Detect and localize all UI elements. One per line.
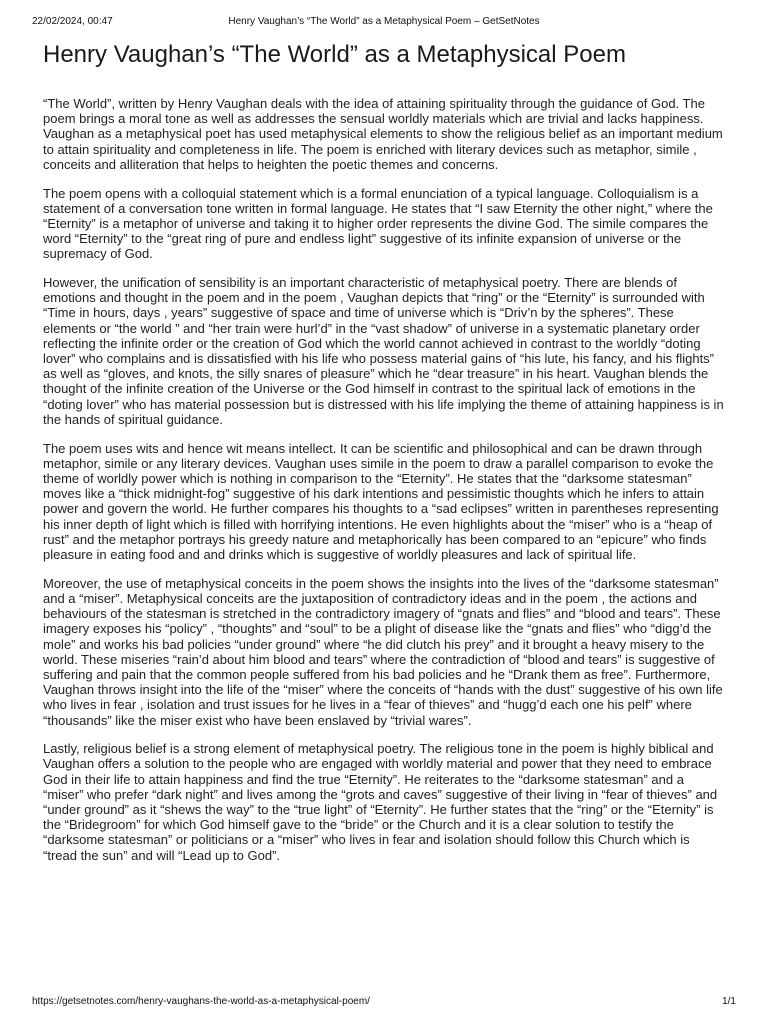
article-paragraph: The poem opens with a colloquial statement which is a formal enunciation of a typical language. Colloquialism is a statement of a conversation tone written in formal language. He states that “I saw Eternity the other night,” where the “Eternity” is a metaphor of universe and taking it to higher order represents the divine God. The simile compares the word “Eternity” to the “great ring of pure and endless light” suggestive of its infinite expansion of universe or the supremacy of God. — [43, 185, 713, 262]
article-body — [43, 96, 727, 876]
article-paragraph: “The World”, written by Henry Vaughan deals with the idea of attaining spirituality through the guidance of God. The poem brings a moral tone as well as addresses the sensual worldly materials which are trivial and lacks happiness. Vaughan as a metaphysical poet has used metaphysical elements to show the religious belief as an important medium to attain spirituality and completeness in life. The poem is enriched with literary devices such as metaphor, simile , conceits and alliteration that helps to heighten the poetic themes and concerns. — [43, 96, 723, 172]
article-paragraph: Lastly, religious belief is a strong element of metaphysical poetry. The religious tone in the poem is highly biblical and Vaughan offers a solution to the people who are engaged with worldly material and power that they need to embrace God in their life to attain happiness and find the true “Eternity”. He reiterates to the “darksome statesman” and a “miser” who prefer “dark night” and lives among the “grots and caves” suggestive of their living in “fear of thieves” and “under ground” as it “shews the way” to the “true light” of “Eternity”. He further states that the “ring” or the “Eternity” is the “Bridegroom” for which God himself gave to the “bride” or the Church and it is a clear solution to testify the “darksome statesman” or politicians or a “miser” who lives in fear and isolation should follow this Church which is “tread the sun” and will “Lead up to God”. — [43, 741, 718, 863]
article-paragraph: However, the unification of sensibility is an important characteristic of metaphysical poetry. There are blends of emotions and thought in the poem and in the poem , Vaughan depicts that “ring” or the “Eternity” is surrounded with “Time in hours, days , years” suggestive of space and time of universe which is “Driv’n by the spheres”. These elements or “the world ” and “her train were hurl’d” in the “vast shadow” of universe in a systematic planetary order reflecting the infinite order or the creation of God which the world cannot achieved in contrast to the worldly “doting lover” who complains and is dissatisfied with his life who possess material gains of “his lute, his fancy, and his flights” as well as “gloves, and knots, the silly snares of pleasure” which he “dear treasure” in his heart. Vaughan blends the thought of the infinite creation of the Universe or the God himself in contrast to the spiritual lack of emotions in the “doting lover” who has material possession but is distressed with his life implying the theme of attaining happiness is in the hands of spiritual guidance. — [43, 275, 724, 427]
print-document-title: Henry Vaughan’s “The World” as a Metaphysical Poem – GetSetNotes — [228, 16, 540, 27]
article-paragraph: Moreover, the use of metaphysical conceits in the poem shows the insights into the lives of the “darksome statesman” and a “miser”. Metaphysical conceits are the juxtaposition of contradictory ideas and in the poem , the actions and behaviours of the statesman is stretched in the contradictory imagery of “gnats and flies” and “blood and tears”. These imagery exposes his “policy” , “thoughts” and “soul” to be a plight of disease like the “gnats and flies” who “digg’d the mole” and works his bad policies “under ground” where “he did clutch his prey” and it brought a heavy misery to the world. These miseries “rain’d about him blood and tears” where the contradiction of “blood and tears” is suggestive of suffering and pain that the common people suffered from his bad policies and he “Drank them as free”. Furthermore, Vaughan throws insight into the life of the “miser” where the conceits of “hands with the dust” suggestive of his own life who lives in fear , isolation and trust issues for he lives in a “fear of thieves” and “hugg’d each one his pelf” where “thousands” like the miser exist who have been enslaved by “trivial wares”. — [43, 575, 723, 728]
article-paragraph: The poem uses wits and hence wit means intellect. It can be scientific and philosophical and can be drawn through metaphor, simile or any literary devices. Vaughan uses simile in the poem to draw a parallel comparison to evoke the theme of worldly power which is nothing in comparison to the “Eternity”. He states that the “darksome statesman” moves like a “thick midnight-fog” suggestive of his dark intentions and pessimistic thoughts which he infers to attain power and govern the world. He further compares his thoughts to a “sad eclipses” written in parentheses representing his inner depth of light which is filled with horrifying intentions. He even highlights about the “miser” who is a “heap of rust” and the metaphor portrays his greedy nature and metaphorically has been compared to an “epicure” who finds pleasure in eating food and and drinks which is suggestive of worldly pleasures and lack of spiritual life. — [43, 440, 719, 562]
article-title: Henry Vaughan’s “The World” as a Metaphysical Poem — [43, 41, 626, 68]
print-datetime: 22/02/2024, 00:47 — [32, 16, 113, 27]
print-footer — [32, 996, 736, 1010]
page-number: 1/1 — [722, 996, 736, 1007]
print-header — [32, 16, 736, 30]
page-url-link[interactable]: https://getsetnotes.com/henry-vaughans-the-world-as-a-metaphysical-poem/ — [32, 996, 370, 1007]
